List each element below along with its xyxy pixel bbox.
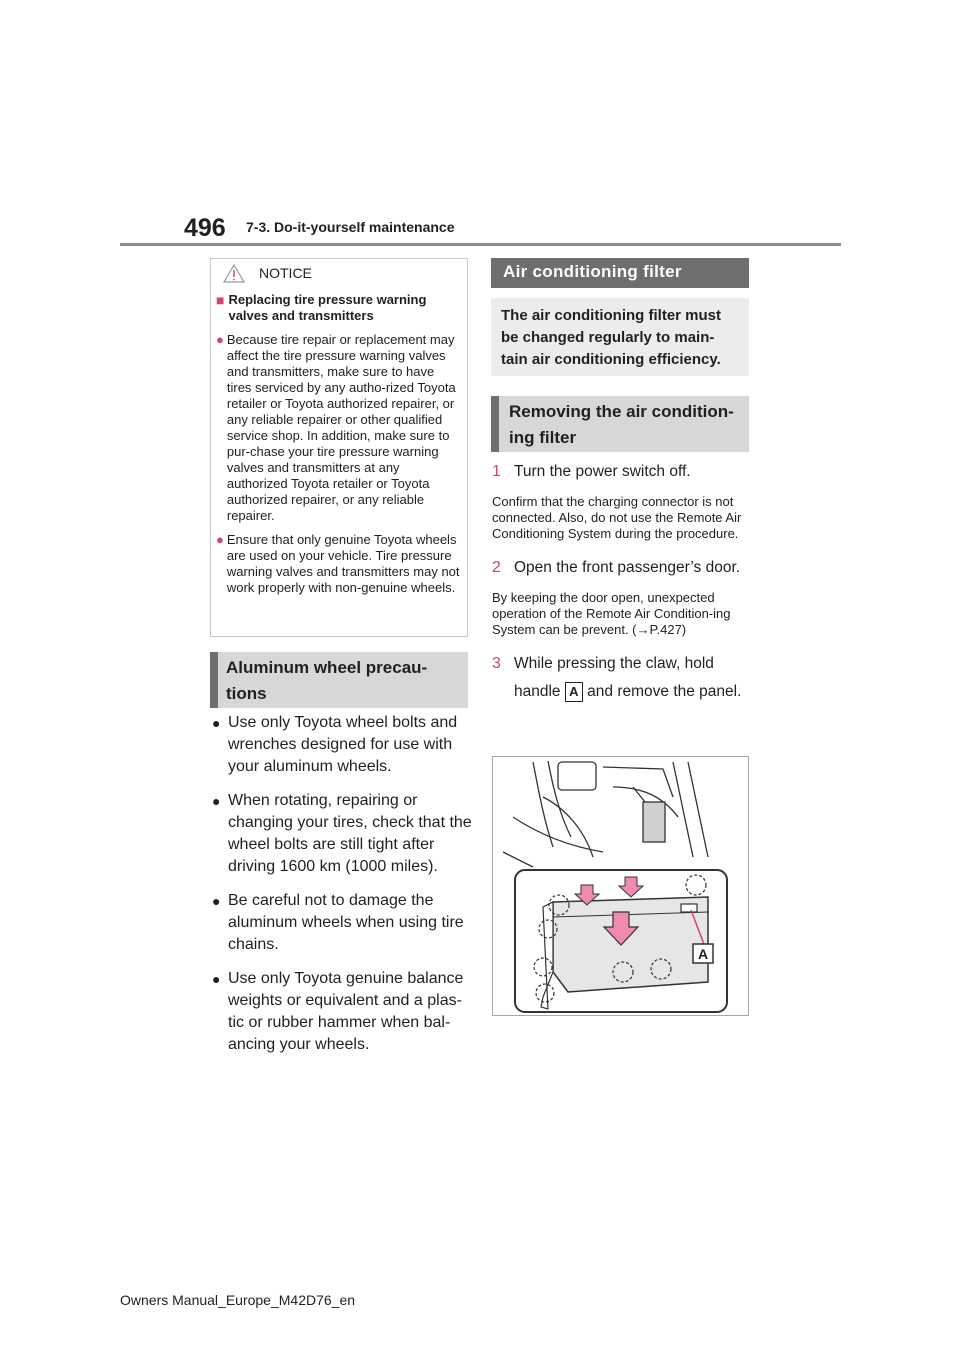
list-item-text: Use only Toyota wheel bolts and wrenches designed for use with your aluminum wheels. (228, 714, 458, 775)
step-number: 3 (492, 655, 501, 672)
step-number: 2 (492, 559, 501, 576)
notice-bullet (216, 532, 461, 596)
header-rule (120, 243, 841, 246)
warning-icon (223, 264, 245, 283)
circle-bullet-icon: ● (216, 532, 224, 547)
list-item (212, 790, 472, 878)
steps (492, 458, 754, 706)
step-2 (492, 554, 754, 582)
list-item-text: When rotating, repairing or changing your tires, check that the wheel bolts are still tight after driving 1600 km (1000 miles). (228, 792, 472, 875)
footer-text: Owners Manual_Europe_M42D76_en (120, 1292, 356, 1308)
diamond-bullet-icon: ● (212, 893, 221, 909)
illustration-svg (493, 757, 749, 1016)
ac-filter-heading: Air conditioning filter (491, 258, 749, 288)
diamond-bullet-icon: ● (212, 715, 221, 731)
list-item (212, 968, 472, 1056)
notice-header (211, 259, 467, 287)
ac-filter-intro: The air conditioning filter must be changed regularly to main-tain air conditioning efficiency. (491, 298, 749, 376)
step-text: Open the front passenger’s door. (514, 559, 741, 576)
step-note: By keeping the door open, unexpected operation of the Remote Air Condition-ing System can be prevent. (→P.427) (492, 590, 731, 637)
list-item-text: Be careful not to damage the aluminum wheels when using tire chains. (228, 892, 464, 953)
list-item (212, 712, 472, 778)
notice-heading-text: Replacing tire pressure warning valves and transmitters (228, 292, 427, 323)
notice-body (216, 292, 461, 604)
step-text: Turn the power switch off. (514, 463, 691, 480)
figure-callout-label: A (697, 946, 709, 962)
callout-label: A (565, 682, 583, 702)
step-text-after: and remove the panel. (587, 683, 742, 700)
notice-bullet-text: Because tire repair or replacement may affect the tire pressure warning valves and transmitters, make sure to have tires serviced by any autho-rized Toyota retailer or Toyota authorized repairer, or any reliable repairer or other qualified service shop. In addition, make sure to pur-chase your tire pressure warning valves and transmitters at any authorized Toyota retailer or Toyota authorized repairer, or any reliable repairer. (226, 332, 456, 523)
step-3 (492, 650, 754, 706)
notice-heading (216, 292, 461, 324)
aluminum-bullets (212, 712, 472, 1068)
notice-bullet (216, 332, 461, 524)
aluminum-heading: Aluminum wheel precau-tions (210, 652, 468, 708)
diamond-bullet-icon: ● (212, 793, 221, 809)
step-note: Confirm that the charging connector is not connected. Also, do not use the Remote Air Conditioning System during the procedure. (492, 494, 742, 541)
list-item (212, 890, 472, 956)
notice-box (210, 258, 468, 637)
notice-title: NOTICE (259, 265, 312, 281)
diamond-bullet-icon: ● (212, 971, 221, 987)
square-bullet-icon: ■ (216, 292, 225, 308)
step-text-before: While pressing the claw, hold handle (514, 655, 714, 700)
glove-box-illustration (492, 756, 749, 1016)
remove-filter-heading: Removing the air condition-ing filter (491, 396, 749, 452)
step-number: 1 (492, 463, 501, 480)
section-title: 7-3. Do-it-yourself maintenance (246, 219, 455, 235)
circle-bullet-icon: ● (216, 332, 224, 347)
page-number: 496 (184, 214, 226, 242)
notice-bullet-text: Ensure that only genuine Toyota wheels are used on your vehicle. Tire pressure warning valves and transmitters may not work properly with non-genuine wheels. (226, 532, 460, 595)
step-text (514, 650, 746, 706)
list-item-text: Use only Toyota genuine balance weights or equivalent and a plas-tic or rubber hammer when bal-ancing your wheels. (228, 970, 464, 1053)
step-1 (492, 458, 754, 486)
